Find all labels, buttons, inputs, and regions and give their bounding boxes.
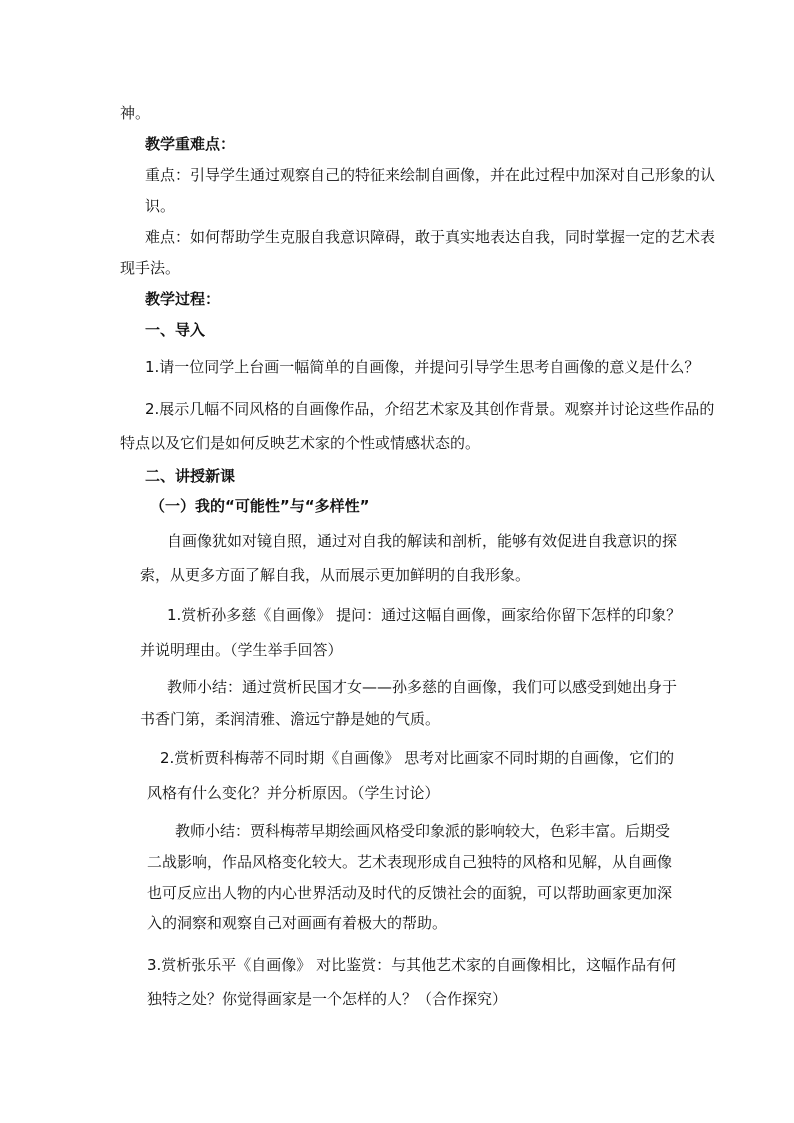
text-line: 入的洞察和观察自己对画画有着极大的帮助。 [147,914,448,932]
text-line: 独特之处？你觉得画家是一个怎样的人？（合作探究） [147,990,508,1008]
text-line: 索，从更多方面了解自我，从而展示更加鲜明的自我形象。 [140,566,531,584]
text-line: 教师小结：贾科梅蒂早期绘画风格受印象派的影响较大，色彩丰富。后期受 [175,822,671,840]
text-line: 2.赏析贾科梅蒂不同时期《自画像》 思考对比画家不同时期的自画像，它们的 [160,749,675,767]
text-line: 神。 [120,104,151,122]
text-line: 二战影响，作品风格变化较大。艺术表现形成自己独特的风格和见解，从自画像 [147,853,673,871]
text-line: 现手法。 [120,259,181,277]
section-heading: 二、讲授新课 [145,467,236,485]
subsection-heading: （一）我的“可能性”与“多样性” [150,497,370,515]
text-line: 也可反应出人物的内心世界活动及时代的反馈社会的面貌，可以帮助画家更加深 [147,884,673,902]
text-line: 自画像犹如对镜自照，通过对自我的解读和剖析，能够有效促进自我意识的探 [167,532,678,550]
section-heading: 一、导入 [145,321,206,339]
text-line: 1.赏析孙多慈《自画像》 提问：通过这幅自画像，画家给你留下怎样的印象？ [167,606,682,624]
text-line: 并说明理由。（学生举手回答） [140,641,343,659]
text-line: 3.赏析张乐平《自画像》 对比鉴赏：与其他艺术家的自画像相比，这幅作品有何 [147,956,677,974]
text-line: 教师小结：通过赏析民国才女——孙多慈的自画像，我们可以感受到她出身于 [167,678,678,696]
section-heading: 教学重难点： [145,135,236,153]
text-line: 1.请一位同学上台画一幅简单的自画像，并提问引导学生思考自画像的意义是什么？ [145,358,700,376]
text-line: 难点：如何帮助学生克服自我意识障碍，敢于真实地表达自我，同时掌握一定的艺术表 [145,228,716,246]
text-line: 重点：引导学生通过观察自己的特征来绘制自画像，并在此过程中加深对自己形象的认 [145,166,716,184]
text-line: 风格有什么变化？并分析原因。（学生讨论） [147,784,440,802]
section-heading: 教学过程： [145,290,221,308]
text-line: 识。 [145,197,176,215]
text-line: 2.展示几幅不同风格的自画像作品，介绍艺术家及其创作背景。观察并讨论这些作品的 [145,400,715,418]
text-line: 特点以及它们是如何反映艺术家的个性或情感状态的。 [120,434,481,452]
text-line: 书香门第，柔润清雅、澹远宁静是她的气质。 [140,710,441,728]
